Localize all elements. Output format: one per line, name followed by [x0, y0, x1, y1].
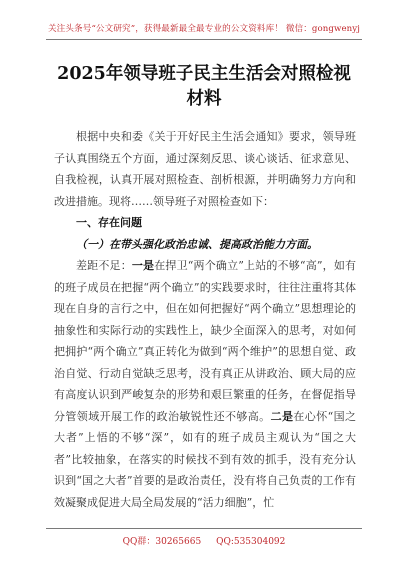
header-divider	[46, 39, 362, 40]
point-two-text: 在心怀“国之大者”上悟的不够“深”，如有的班子成员主观认为“国之大者”比较抽象，在落实的时候找不到有效的抓手，没有充分认识到“国之大者”首要的是政治责任，没有将自己负责的工作有效凝聚成促进大局全局发展的“活力细胞”，忙	[54, 409, 357, 509]
page-footer	[0, 534, 408, 547]
footer-qq-contact: QQ:535304092	[216, 537, 286, 547]
document-title: 2025年领导班子民主生活会对照检视材料	[57, 64, 351, 109]
section-heading: 一、存在问题	[76, 216, 142, 229]
footer-divider	[46, 528, 362, 529]
subsection-heading: （一）在带头强化政治忠诚、提高政治能力方面。	[76, 237, 318, 251]
footer-qq-group: QQ群：30265665	[122, 537, 202, 547]
page-header: 关注头条号“公文研究”，获得最新最全最专业的公文资料库！ 微信：gongwenyj	[47, 24, 361, 34]
paragraph-lead: 差距不足：	[76, 259, 132, 272]
point-one-label: 一是	[131, 259, 155, 272]
point-one-text: 在捍卫“两个确立”上站的不够“高”，如有的班子成员在把握“两个确立”的实践要求时，往往注重将其体现在自身的言行之中，但在如何把握好“两个确立”思想理论的抽象性和实际行动的实践性上，缺少全面深入的思考，对如何把拥护“两个确立”真正转化为做到“两个维护”的思想自觉、政治自觉、行动自觉缺乏思考，没有真正从讲政治、顾大局的应有高度认识到严峻复杂的形势和艰巨繁重的任务，在督促指导分管领域开展工作的政治敏锐性还不够高。	[54, 259, 357, 423]
body-paragraph	[54, 255, 356, 513]
document-body	[54, 126, 356, 513]
intro-paragraph: 根据中央和委《关于开好民主生活会通知》要求，领导班子认真围绕五个方面，通过深刻反思、谈心谈话、征求意见、自我检视，认真开展对照检查、剖析根源，并明确努力方向和改进措施。现将……领导班子对照检查如下：	[54, 130, 356, 208]
point-two-label: 二是	[270, 409, 294, 423]
